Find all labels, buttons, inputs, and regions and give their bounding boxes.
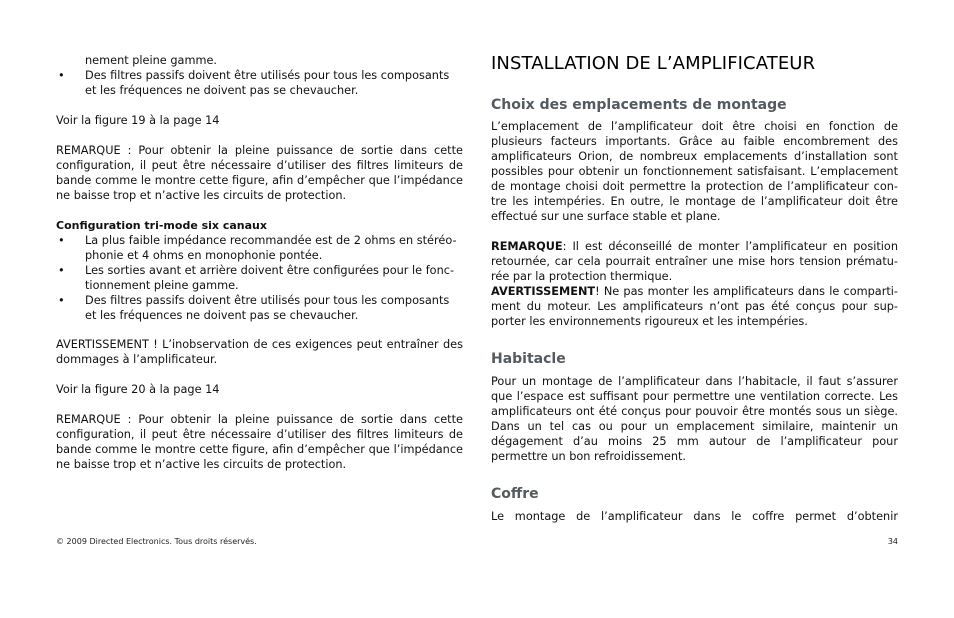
mounting-body: L’emplacement de l’amplificateur doit être choisi en fonction de plusieurs facteurs importants. Grâce au faible encombrement des amplificateurs Orion, de nombreux emplacements d’installation sont possibles pour obtenir un fonctionnement satisfaisant. L’emplacement de montage choisi doit permettre la protection de l’amplificateur con-tre les intempéries. En outre, le montage de l’amplificateur doit être effectué sur une surface stable et plane.: [491, 120, 898, 223]
page-title: INSTALLATION DE L’AMPLIFICATEUR: [491, 53, 816, 74]
bullet-item: • Des filtres passifs doivent être utilisés pour tous les composants et les fréquences ne doivent pas se chevaucher.: [56, 293, 463, 323]
warning-text: ! Ne pas monter les amplificateurs dans le comparti-ment du moteur. Les amplificateurs n’ont pas été conçus pour sup-porter les environnements rigoureux et les intempéries.: [491, 285, 898, 328]
section-heading-mounting: Choix des emplacements de montage: [491, 97, 787, 113]
page-number: 34: [887, 537, 898, 546]
remark-paragraph-2: REMARQUE : Pour obtenir la pleine puissance de sortie dans cette configuration, il peut être nécessaire d’utiliser des filtres limiteurs de bande comme le montre cette figure, afin d’empêcher que l’impédance ne baisse trop et n’active les circuits de protection.: [56, 413, 463, 471]
remark-label: REMARQUE: [491, 240, 563, 253]
bullet-list-b: [56, 233, 463, 323]
figure-reference-19: Voir la figure 19 à la page 14: [56, 114, 220, 127]
bullet-item: • Des filtres passifs doivent être utilisés pour tous les composants et les fréquences ne doivent pas se chevaucher.: [56, 68, 463, 98]
section-heading-trunk: Coffre: [491, 486, 539, 502]
mounting-remark: [491, 239, 898, 284]
warning-paragraph: AVERTISSEMENT ! L’inobservation de ces exigences peut entraîner des dommages à l’amplificateur.: [56, 338, 463, 366]
warning-label: AVERTISSEMENT: [491, 285, 596, 298]
figure-reference-20: Voir la figure 20 à la page 14: [56, 383, 220, 396]
cabin-body: Pour un montage de l’amplificateur dans l’habitacle, il faut s’assurer que l’espace est suffisant pour permettre une ventilation correcte. Les amplificateurs ont été conçus pour pouvoir être montés sous un siège. Dans un tel cas ou pour un emplacement similaire, maintenir un dégagement d’au moins 25 mm autour de l’amplificateur pour permettre un bon refroidissement.: [491, 375, 898, 463]
continued-line: nement pleine gamme.: [85, 54, 217, 67]
trunk-body: Le montage de l’amplificateur dans le coffre permet d’obtenir: [491, 510, 898, 523]
remark-text: : Il est déconseillé de monter l’amplificateur en position retournée, car cela pourrait entraîner une mise hors tension prématu-rée par la protection thermique.: [491, 240, 898, 283]
bullet-list-a: [56, 68, 463, 98]
section-heading-cabin: Habitacle: [491, 351, 566, 367]
bullet-item: • La plus faible impédance recommandée est de 2 ohms en stéréo-phonie et 4 ohms en monophonie pontée.: [56, 233, 463, 263]
mounting-warning: [491, 284, 898, 329]
copyright-footer: © 2009 Directed Electronics. Tous droits réservés.: [56, 537, 257, 546]
bullet-item: • Les sorties avant et arrière doivent être configurées pour le fonc-tionnement pleine gamme.: [56, 263, 463, 293]
sub-heading-tri-mode: Configuration tri-mode six canaux: [56, 219, 267, 232]
remark-paragraph-1: REMARQUE : Pour obtenir la pleine puissance de sortie dans cette configuration, il peut être nécessaire d’utiliser des filtres limiteurs de bande comme le montre cette figure, afin d’empêcher que l’impédance ne baisse trop et n’active les circuits de protection.: [56, 144, 463, 202]
